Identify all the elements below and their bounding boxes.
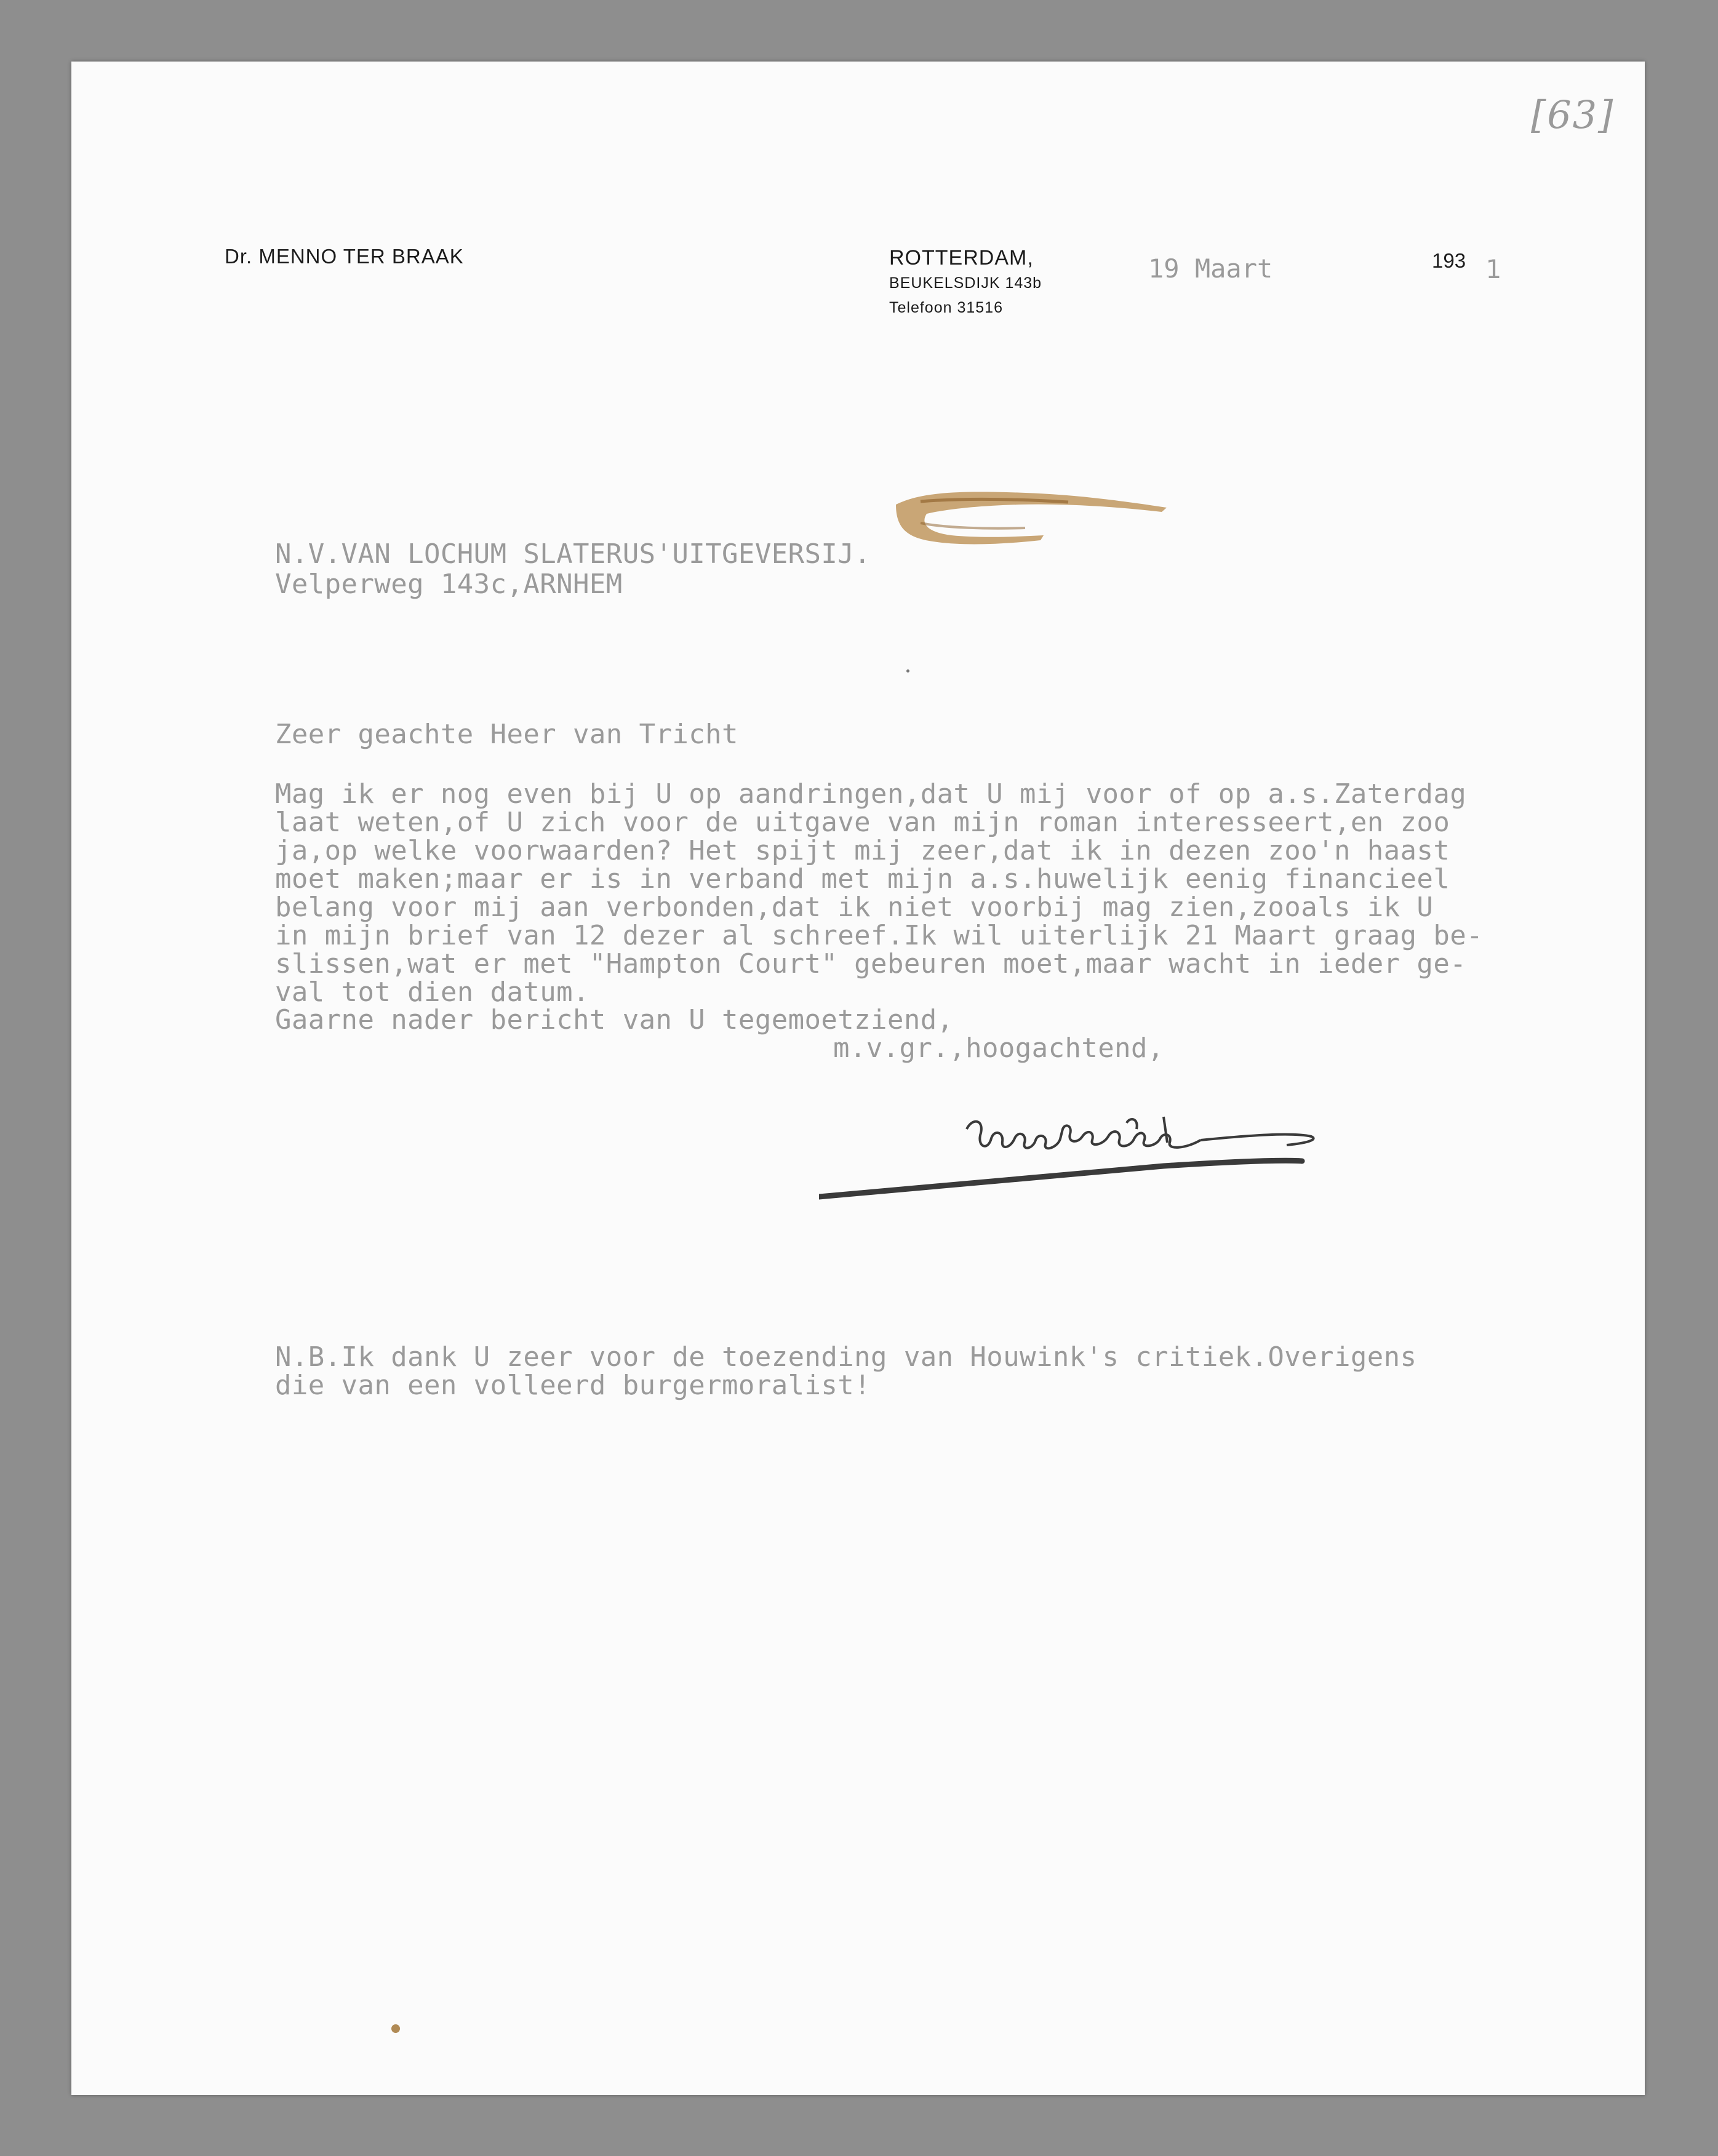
ink-stain <box>884 480 1179 554</box>
body-line: slissen,wat er met "Hampton Court" gebeuren moet,maar wacht in ieder ge- <box>275 948 1467 980</box>
recipient-line-1: N.V.VAN LOCHUM SLATERUS'UITGEVERSIJ. <box>275 538 871 570</box>
recipient-line-2: Velperweg 143c,ARNHEM <box>275 569 623 600</box>
letterhead-name: Dr. MENNO TER BRAAK <box>225 245 464 268</box>
body-line: ja,op welke voorwaarden? Het spijt mij zeer,dat ik in dezen zoo'n haast <box>275 835 1450 866</box>
letterhead-street: BEUKELSDIJK 143b <box>889 274 1042 292</box>
closing: m.v.gr.,hoogachtend, <box>833 1032 1164 1064</box>
body-line: in mijn brief van 12 dezer al schreef.Ik wil uiterlijk 21 Maart graag be- <box>275 920 1483 951</box>
letterhead-city: ROTTERDAM, <box>889 246 1034 270</box>
postscript-line: die van een volleerd burgermoralist! <box>275 1370 871 1401</box>
paper-spot <box>391 2024 400 2033</box>
letterhead-phone: Telefoon 31516 <box>889 299 1003 316</box>
body-line: moet maken;maar er is in verband met mijn a.s.huwelijk eenig financieel <box>275 863 1450 895</box>
letter-year-digit: 1 <box>1485 254 1501 284</box>
letter-sheet <box>71 62 1645 2095</box>
salutation: Zeer geachte Heer van Tricht <box>275 719 738 750</box>
closing-greeting: Gaarne nader bericht van U tegemoetziend, <box>275 1004 954 1036</box>
letter-date: 19 Maart <box>1148 254 1273 284</box>
body-line: val tot dien datum. <box>275 976 589 1008</box>
handwritten-signature <box>819 1104 1465 1221</box>
page-number: [63] <box>1531 92 1615 137</box>
postscript-line: N.B.Ik dank U zeer voor de toezending van Houwink's critiek.Overigens <box>275 1341 1417 1373</box>
letterhead-year-prefix: 193 <box>1432 249 1466 272</box>
body-line: Mag ik er nog even bij U op aandringen,dat U mij voor of op a.s.Zaterdag <box>275 778 1467 810</box>
body-line: laat weten,of U zich voor de uitgave van mijn roman interesseert,en zoo <box>275 807 1450 838</box>
paper-spot <box>906 669 909 673</box>
body-line: belang voor mij aan verbonden,dat ik niet voorbij mag zien,zooals ik U <box>275 892 1434 923</box>
